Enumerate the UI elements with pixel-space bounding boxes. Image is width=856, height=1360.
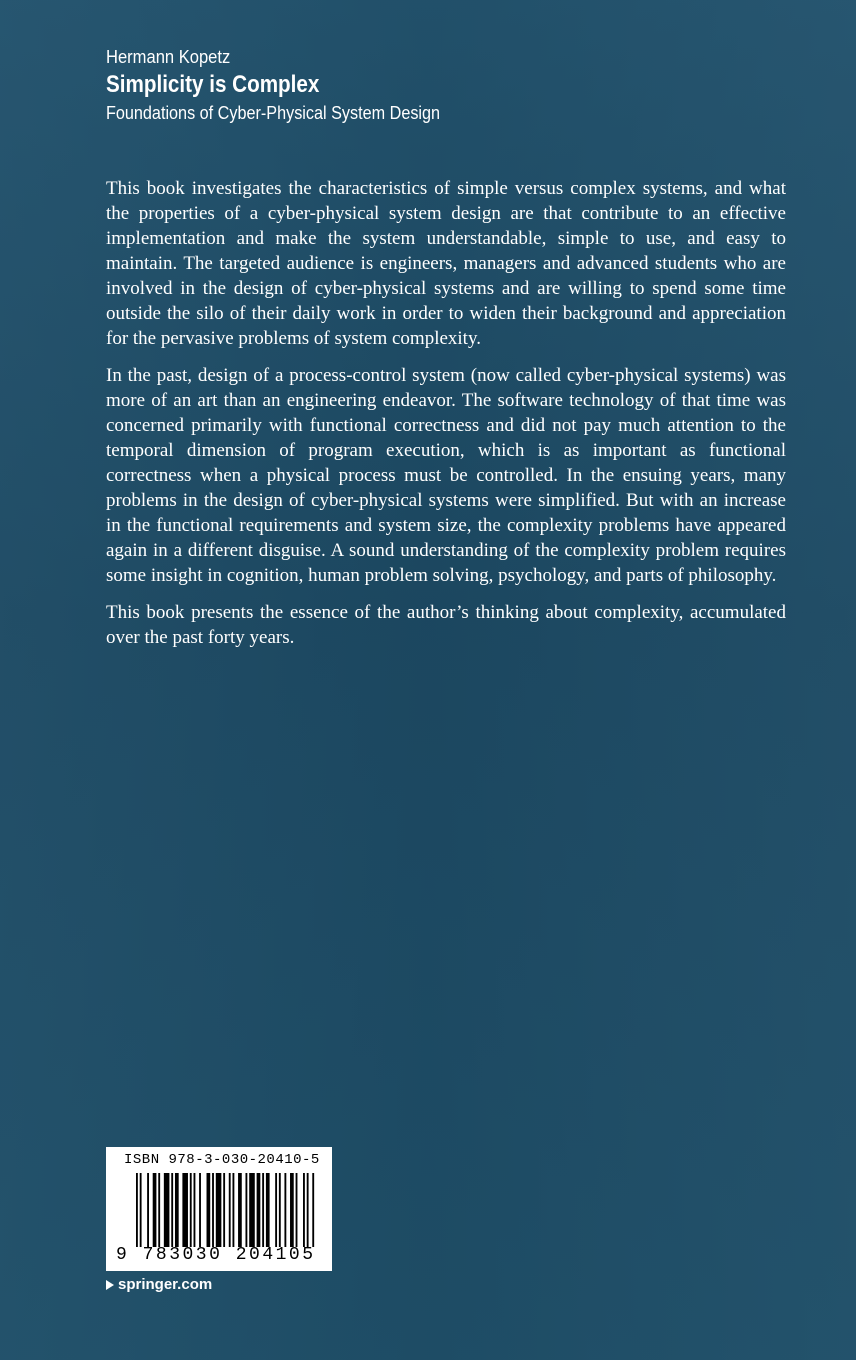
isbn-barcode xyxy=(106,1147,332,1271)
barcode-bar xyxy=(153,1173,157,1247)
publisher-link-text: springer.com xyxy=(118,1276,213,1293)
blurb-paragraph-1: This book investigates the characteristics of simple versus complex systems, and what the properties of a cyber-physical system design are that contribute to an effective implementation and make the system understandable, simple to use, and easy to maintain. The targeted audience is engineers, managers and advanced students who are involved in the design of cyber-physical systems and are willing to spend some time outside the silo of their daily work in order to widen their background and appreciation for the pervasive problems of system complexity. xyxy=(106,178,786,349)
barcode-bar xyxy=(296,1173,298,1247)
barcode-bar xyxy=(158,1173,160,1247)
cover-header xyxy=(106,44,477,126)
blurb-paragraph-2: In the past, design of a process-control system (now called cyber-physical systems) was more of an art than an engineering endeavor. The software technology of that time was concerned primarily with functional correctness and did not pay much attention to the temporal dimension of program execution, which is as important as functional correctness when a physical process must be controlled. In the ensuing years, many problems in the design of cyber-physical systems were simplified. But with an increase in the functional requirements and system size, the complexity problems have appeared again in a different disguise. A sound understanding of the complexity problem requires some insight in cognition, human problem solving, psychology, and parts of philosophy. xyxy=(106,365,786,586)
barcode-bars xyxy=(136,1173,316,1247)
barcode-bar xyxy=(238,1173,242,1247)
barcode-bar xyxy=(175,1173,179,1247)
book-title: Simplicity is Complex xyxy=(106,71,320,98)
barcode-bar xyxy=(245,1173,247,1247)
blurb xyxy=(106,176,786,662)
barcode-bar xyxy=(147,1173,149,1247)
barcode-bar xyxy=(212,1173,214,1247)
barcode-bar xyxy=(279,1173,281,1247)
barcode-bar xyxy=(223,1173,225,1247)
barcode-bar xyxy=(194,1173,196,1247)
barcode-bar xyxy=(275,1173,277,1247)
arrow-right-icon xyxy=(106,1280,114,1290)
barcode-bar xyxy=(257,1173,261,1247)
barcode-bar xyxy=(140,1173,142,1247)
barcode-bar xyxy=(303,1173,305,1247)
barcode-bar xyxy=(190,1173,192,1247)
barcode-digits: 9 783030 204105 xyxy=(116,1245,316,1265)
barcode-bar xyxy=(249,1173,255,1247)
author-name: Hermann Kopetz xyxy=(106,47,231,67)
barcode-bar xyxy=(284,1173,286,1247)
barcode-bar xyxy=(171,1173,173,1247)
barcode-bar xyxy=(207,1173,211,1247)
barcode-bar xyxy=(229,1173,231,1247)
book-subtitle: Foundations of Cyber-Physical System Design xyxy=(106,103,441,123)
barcode-bar xyxy=(262,1173,264,1247)
barcode-bar xyxy=(307,1173,309,1247)
barcode-bar xyxy=(266,1173,270,1247)
barcode-bar xyxy=(216,1173,222,1247)
barcode-bar xyxy=(182,1173,188,1247)
publisher-link[interactable] xyxy=(106,1276,212,1293)
barcode-bar xyxy=(164,1173,170,1247)
isbn-label: ISBN 978-3-030-20410-5 xyxy=(124,1152,320,1168)
barcode-bar xyxy=(290,1173,294,1247)
barcode-bar xyxy=(232,1173,234,1247)
barcode-bar xyxy=(136,1173,138,1247)
barcode-bar xyxy=(199,1173,201,1247)
barcode-bar xyxy=(312,1173,314,1247)
blurb-paragraph-3: This book presents the essence of the author’s thinking about complexity, accumulated over the past forty years. xyxy=(106,602,786,648)
